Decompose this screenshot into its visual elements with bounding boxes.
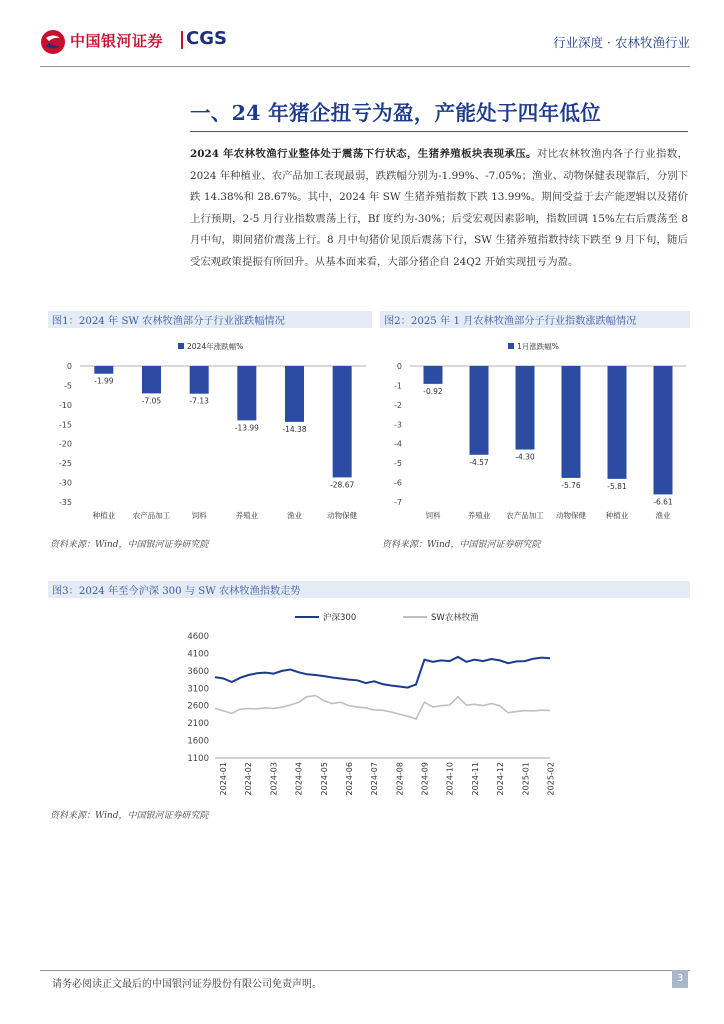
fig3-xtick-label: 2024-11	[470, 762, 480, 796]
fig2-bar	[516, 366, 535, 450]
fig2-legend-swatch	[508, 343, 514, 349]
fig3-xtick-label: 2024-05	[319, 762, 329, 796]
fig1-bar	[190, 366, 209, 394]
fig3-xtick-label: 2024-12	[496, 762, 506, 796]
fig2-ytick-label: -3	[394, 420, 402, 430]
fig2-ytick-label: -1	[394, 381, 402, 391]
figure3-line-chart	[160, 600, 580, 805]
fig1-ytick-label: -15	[58, 420, 72, 430]
fig3-ytick-label: 4100	[187, 649, 209, 660]
footer-disclaimer: 请务必阅读正文最后的中国银河证券股份有限公司免责声明。	[52, 979, 322, 990]
fig1-ytick-label: -20	[58, 439, 72, 449]
figure2-title: 图2：2025 年 1 月农林牧渔部分子行业指数涨跌幅情况	[384, 316, 637, 327]
fig1-data-label: -14.38	[282, 424, 307, 434]
figure1-title: 图1：2024 年 SW 农林牧渔部分子行业涨跌幅情况	[52, 316, 285, 327]
fig2-ytick-label: -5	[394, 459, 402, 469]
body-text: 对比农林牧渔内各子行业指数，2024 年种植业、农产品加工表现最弱，跌跌幅分别为-1.99%、-7.05%；渔业、动物保健表现靠后，分别下跌 14.38%和 28.67%。其中，2024 年 SW 生猪养殖指数下跌 13.99%。期间受益于去产能逻辑以及猪价上行预期，2-5 月行业指数震荡上行，Bf 度约为-30%；后受宏观因素影响，指数回调 15%左右后震荡至 8 月中旬，期间猪价震荡上行。8 月中旬猪价见顶后震荡下行，SW 生猪养殖指数持续下跌至 9 月下旬，随后受宏观政策提振有所回升。从基本面来看，大部分猪企自 24Q2 开始实现扭亏为盈。	[190, 148, 688, 268]
fig3-ytick-label: 4600	[187, 632, 209, 642]
fig2-bar	[562, 366, 581, 478]
fig1-bar	[237, 366, 256, 420]
fig2-bar	[470, 366, 489, 455]
fig1-data-label: -28.67	[330, 480, 355, 490]
fig2-bar	[424, 366, 443, 384]
fig2-data-label: -4.57	[469, 457, 489, 467]
fig2-ytick-label: -4	[394, 439, 402, 449]
fig1-category-label: 农产品加工	[132, 511, 171, 520]
figure2-bar-chart	[380, 330, 690, 530]
fig2-data-label: -6.61	[653, 497, 673, 507]
fig1-ytick-label: -25	[58, 459, 72, 469]
fig2-ytick-label: -7	[394, 498, 402, 507]
figure1-source: 资料来源：Wind，中国银河证券研究院	[50, 540, 209, 550]
figure3-source: 资料来源：Wind，中国银河证券研究院	[50, 811, 209, 821]
fig1-bar	[94, 366, 113, 374]
fig1-bar	[333, 366, 352, 477]
fig2-category-label: 养殖业	[467, 511, 491, 520]
fig2-ytick-label: -2	[394, 400, 402, 410]
fig3-legend-label-0: 沪深300	[323, 613, 357, 623]
fig1-ytick-label: -30	[58, 478, 72, 488]
fig3-xtick-label: 2025-02	[546, 762, 556, 796]
fig3-ytick-label: 1100	[187, 754, 209, 764]
title-divider	[190, 131, 688, 132]
fig2-bar	[608, 366, 627, 479]
body-lead: 2024 年农林牧渔行业整体处于震荡下行状态，生猪养殖板块表现承压。	[190, 148, 537, 160]
fig3-ytick-label: 2600	[187, 701, 209, 712]
fig2-data-label: -5.76	[561, 480, 581, 490]
fig3-series-line-0	[215, 657, 550, 688]
fig1-bar	[285, 366, 304, 422]
fig1-legend-swatch	[178, 343, 184, 349]
fig1-ytick-label: -35	[58, 498, 72, 507]
fig3-ytick-label: 1600	[187, 736, 209, 747]
section-title: 一、24 年猪企扭亏为盈，产能处于四年低位	[190, 101, 601, 125]
fig2-category-label: 种植业	[605, 511, 629, 520]
fig1-category-label: 种植业	[92, 511, 116, 520]
fig2-category-label: 动物保健	[556, 511, 586, 520]
fig3-ytick-label: 3600	[187, 666, 209, 677]
page-number: 3	[672, 970, 688, 988]
fig3-xtick-label: 2024-09	[420, 762, 430, 796]
brand-separator	[181, 31, 183, 49]
footer-divider	[40, 970, 690, 971]
fig1-data-label: -1.99	[94, 376, 114, 386]
report-tag: 行业深度 · 农林牧渔行业	[553, 35, 690, 50]
fig3-xtick-label: 2024-04	[294, 762, 304, 796]
brand-name-en: CGS	[186, 28, 227, 49]
fig3-xtick-label: 2024-07	[370, 762, 380, 796]
figure1-bar-chart	[48, 330, 372, 530]
fig2-legend-label: 1月涨跌幅%	[517, 342, 559, 351]
fig1-data-label: -7.13	[189, 396, 209, 406]
body-paragraph	[190, 144, 688, 274]
fig2-category-label: 饲料	[425, 511, 441, 520]
fig1-ytick-label: -5	[64, 381, 72, 391]
fig1-category-label: 动物保健	[327, 511, 358, 520]
figure3-title: 图3：2024 年至今沪深 300 与 SW 农林牧渔指数走势	[52, 586, 301, 597]
fig3-xtick-label: 2024-01	[219, 762, 228, 796]
fig1-data-label: -13.99	[234, 423, 259, 433]
fig1-legend-label: 2024年涨跌幅%	[187, 342, 244, 351]
fig1-category-label: 饲料	[191, 511, 207, 520]
fig3-xtick-label: 2024-08	[395, 762, 405, 796]
fig3-xtick-label: 2025-01	[521, 762, 531, 796]
fig2-category-label: 渔业	[655, 511, 671, 520]
fig2-data-label: -5.81	[607, 481, 627, 491]
fig1-category-label: 养殖业	[235, 511, 259, 520]
cgs-logo-icon	[40, 29, 66, 55]
fig2-bar	[654, 366, 673, 494]
figure2-source: 资料来源：Wind，中国银河证券研究院	[382, 540, 541, 550]
brand-name-cn: 中国银河证券	[70, 32, 164, 50]
fig2-category-label: 农产品加工	[506, 511, 544, 520]
fig2-data-label: -0.92	[423, 386, 443, 396]
fig3-ytick-label: 2100	[187, 719, 209, 730]
fig1-data-label: -7.05	[141, 396, 162, 406]
fig3-xtick-label: 2024-02	[244, 762, 254, 796]
fig2-ytick-label: -6	[394, 478, 402, 488]
fig3-xtick-label: 2024-06	[344, 762, 354, 796]
fig1-category-label: 渔业	[287, 511, 302, 520]
fig3-xtick-label: 2024-03	[269, 762, 279, 796]
fig3-legend-label-1: SW农林牧渔	[431, 613, 479, 623]
fig3-xtick-label: 2024-10	[445, 762, 455, 796]
fig2-data-label: -4.30	[515, 452, 535, 462]
fig2-ytick-label: 0	[396, 362, 402, 371]
fig1-bar	[142, 366, 161, 393]
fig1-ytick-label: 0	[66, 362, 72, 371]
fig1-ytick-label: -10	[58, 400, 72, 410]
fig3-ytick-label: 3100	[187, 684, 209, 695]
header-divider	[40, 66, 690, 67]
fig3-series-line-1	[215, 696, 550, 719]
